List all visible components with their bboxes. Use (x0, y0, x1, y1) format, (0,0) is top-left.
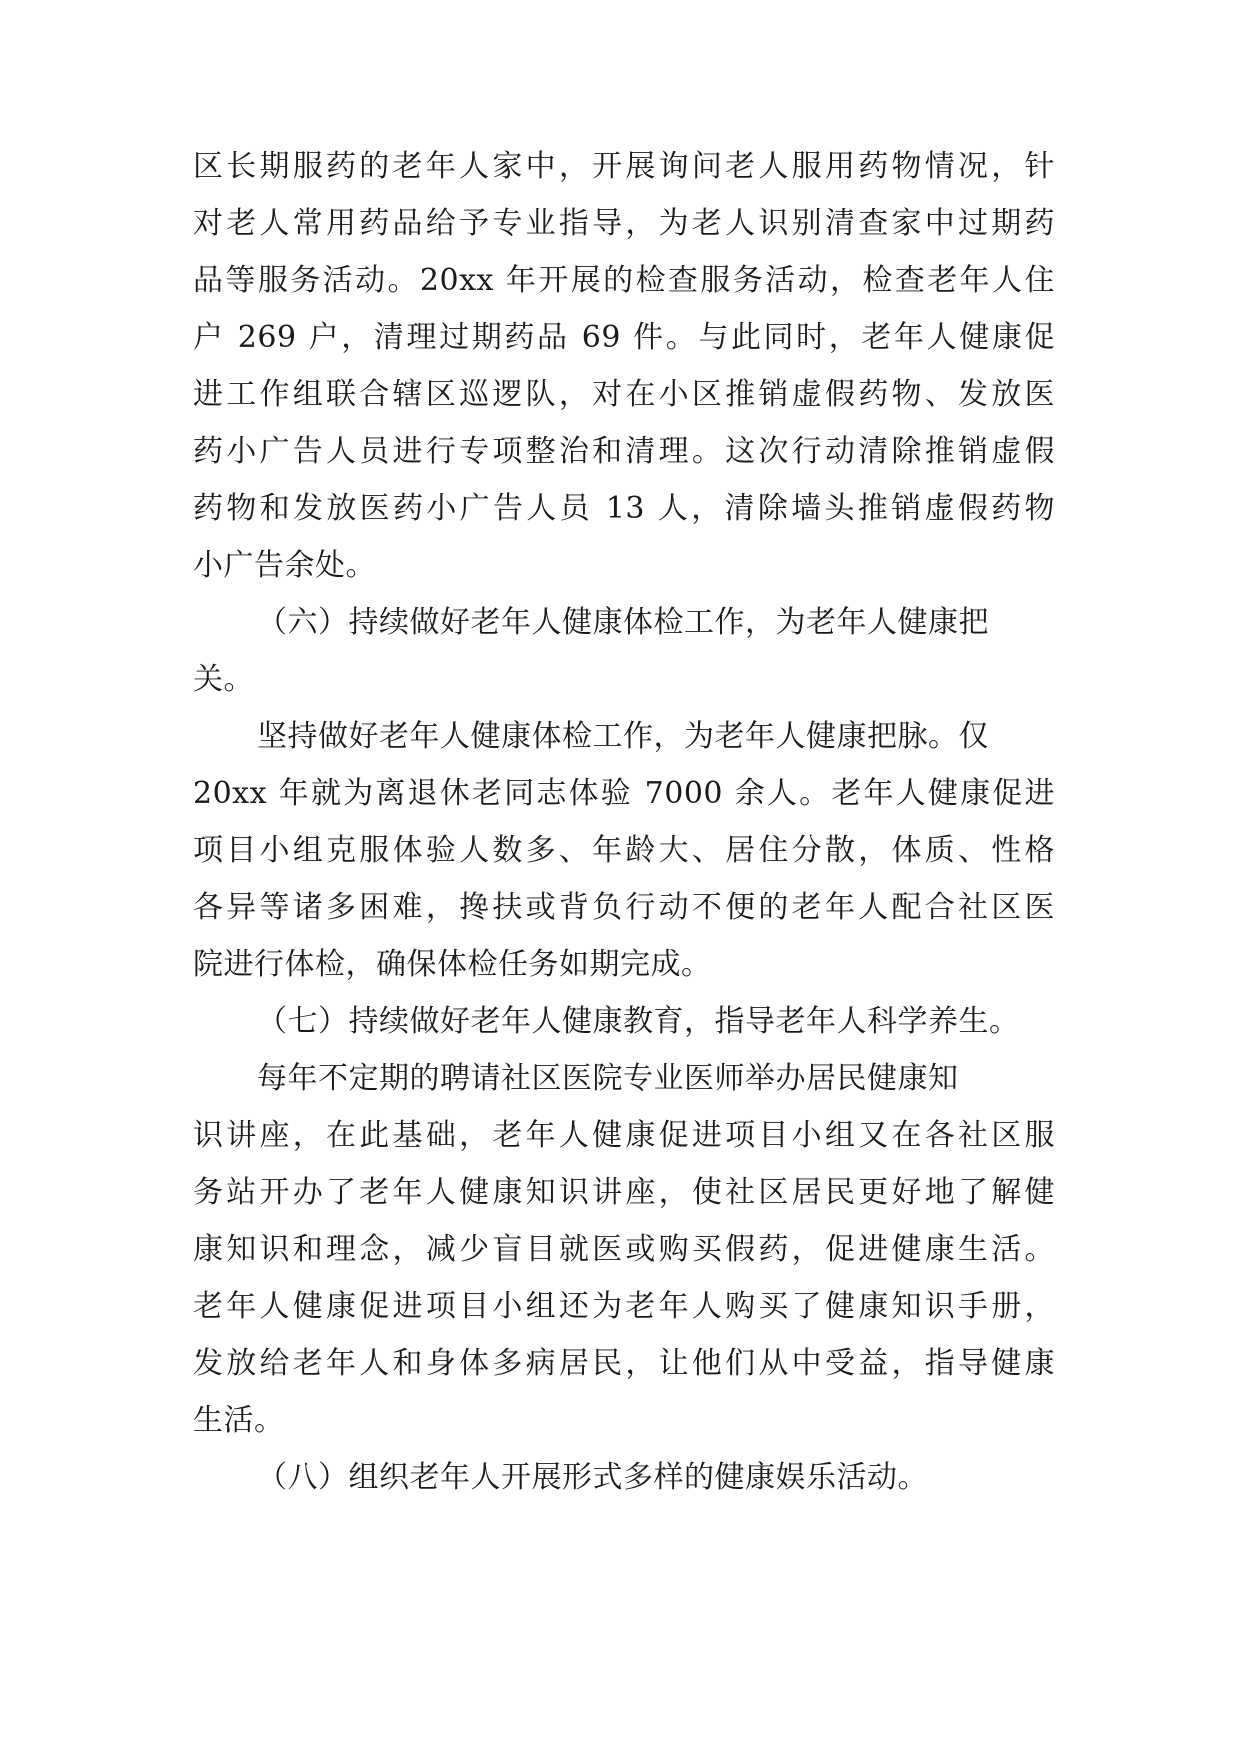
text-line-2: 对老人常用药品给予专业指导，为老人识别清查家中过期药 (193, 206, 1055, 241)
text-line-3: 品等服务活动。20xx 年开展的检查服务活动，检查老年人住 (193, 263, 1055, 298)
text-line-19: 务站开办了老年人健康知识讲座，使社区居民更好地了解健 (193, 1175, 1055, 1210)
text-line-12: 20xx 年就为离退休老同志体验 7000 余人。老年人健康促进 (193, 776, 1055, 811)
text-line-13: 项目小组克服体验人数多、年龄大、居住分散，体质、性格 (193, 833, 1055, 868)
section-heading-6-cont: 关。 (193, 662, 254, 697)
section-heading-6: （六）持续做好老年人健康体检工作，为老年人健康把 (257, 605, 989, 640)
text-line-14: 各异等诸多困难，搀扶或背负行动不便的老年人配合社区医 (193, 890, 1055, 925)
text-line-7: 药物和发放医药小广告人员 13 人，清除墙头推销虚假药物 (193, 491, 1055, 526)
text-line-20: 康知识和理念，减少盲目就医或购买假药，促进健康生活。 (193, 1232, 1055, 1267)
text-line-8: 小广告余处。 (193, 548, 376, 583)
text-line-18: 识讲座，在此基础，老年人健康促进项目小组又在各社区服 (193, 1118, 1055, 1153)
section-heading-8: （八）组织老年人开展形式多样的健康娱乐活动。 (257, 1460, 928, 1495)
section-heading-7: （七）持续做好老年人健康教育，指导老年人科学养生。 (257, 1004, 1020, 1039)
text-line-5: 进工作组联合辖区巡逻队，对在小区推销虚假药物、发放医 (193, 377, 1055, 412)
text-line-22: 发放给老年人和身体多病居民，让他们从中受益，指导健康 (193, 1346, 1055, 1381)
text-line-6: 药小广告人员进行专项整治和清理。这次行动清除推销虚假 (193, 434, 1055, 469)
text-line-15: 院进行体检，确保体检任务如期完成。 (193, 947, 712, 982)
text-line-1: 区长期服药的老年人家中，开展询问老人服用药物情况，针 (193, 149, 1055, 184)
text-line-23: 生活。 (193, 1403, 285, 1438)
text-line-11: 坚持做好老年人健康体检工作，为老年人健康把脉。仅 (257, 719, 989, 754)
text-line-4: 户 269 户，清理过期药品 69 件。与此同时，老年人健康促 (193, 320, 1055, 355)
text-line-17: 每年不定期的聘请社区医院专业医师举办居民健康知 (257, 1061, 959, 1096)
text-line-21: 老年人健康促进项目小组还为老年人购买了健康知识手册， (193, 1289, 1055, 1324)
